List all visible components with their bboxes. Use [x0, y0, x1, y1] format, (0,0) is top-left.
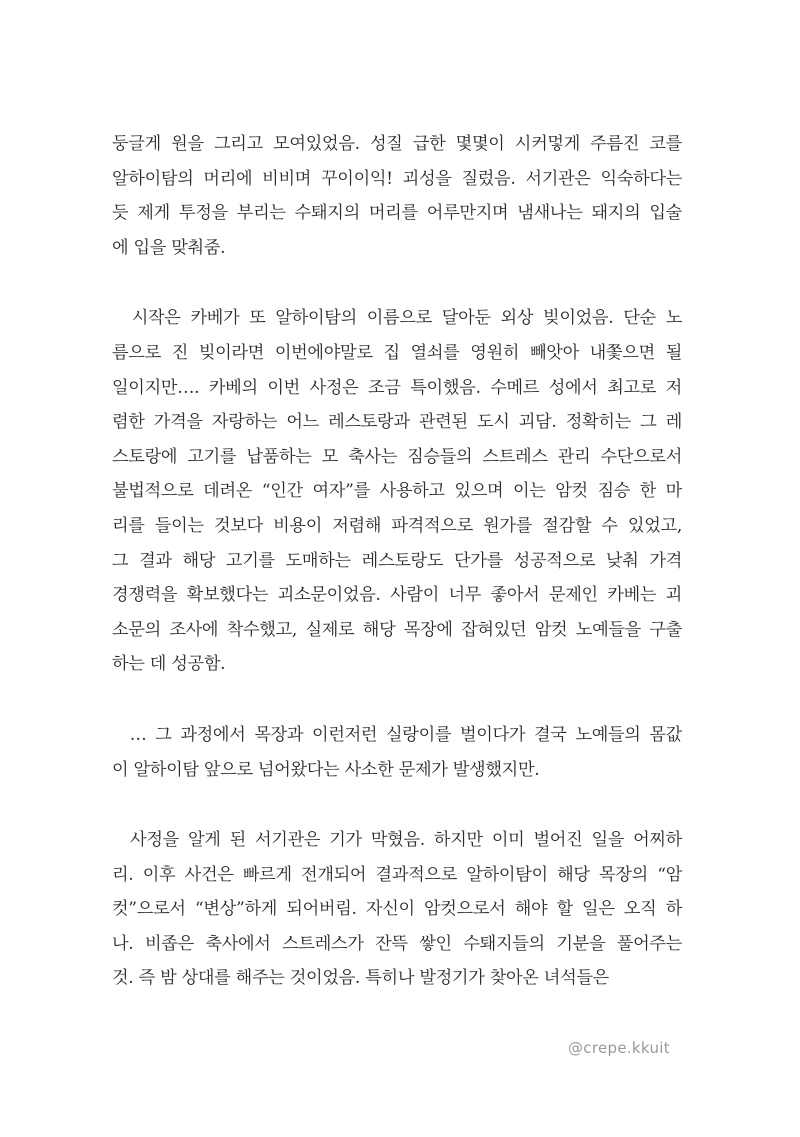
text-line: 컷”으로서 “변상”하게 되어버림. 자신이 암컷으로서 해야 할 일은 오직 하 — [112, 899, 682, 920]
text-line: 듯 제게 투정을 부리는 수퇘지의 머리를 어루만지며 냄새나는 돼지의 입술 — [112, 203, 682, 224]
paragraph-2 — [112, 301, 682, 682]
text-line: 스토랑에 고기를 납품하는 모 축사는 짐승들의 스트레스 관리 수단으로서 — [112, 446, 682, 467]
text-line: 것. 즉 밤 상대를 해주는 것이었음. 특히나 발정기가 찾아온 녀석들은 — [112, 968, 609, 989]
text-line: 둥글게 원을 그리고 모여있었음. 성질 급한 몇몇이 시커멓게 주름진 코를 — [112, 134, 682, 154]
text-line: 소문의 조사에 착수했고, 실제로 해당 목장에 잡혀있던 암컷 노예들을 구출 — [112, 619, 682, 640]
text-line: 알하이탐의 머리에 비비며 꾸이이익! 괴성을 질렀음. 서기관은 익숙하다는 — [112, 168, 682, 189]
paragraph-4 — [112, 823, 682, 996]
text-line: 불법적으로 데려온 “인간 여자”를 사용하고 있으며 이는 암컷 짐승 한 마 — [112, 481, 682, 502]
text-line: 리. 이후 사건은 빠르게 전개되어 결과적으로 알하이탐이 해당 목장의 “암 — [112, 864, 682, 885]
text-line: 에 입을 맞춰줌. — [112, 237, 226, 258]
text-line: … 그 과정에서 목장과 이런저런 실랑이를 벌이다가 결국 노예들의 몸값 — [112, 724, 682, 745]
text-line: 사정을 알게 된 서기관은 기가 막혔음. 하지만 이미 벌어진 일을 어찌하 — [112, 830, 682, 851]
text-line: 나. 비좁은 축사에서 스트레스가 잔뜩 쌓인 수퇘지들의 기분을 풀어주는 — [112, 933, 682, 954]
text-line: 리를 들이는 것보다 비용이 저렴해 파격적으로 원가를 절감할 수 있었고, — [112, 515, 682, 536]
text-line: 름으로 진 빚이라면 이번에야말로 집 열쇠를 영원히 빼앗아 내쫓으면 될 — [112, 342, 682, 363]
paragraph-1 — [112, 127, 682, 265]
author-watermark: @crepe.kkuit — [568, 1039, 670, 1057]
text-line: 렴한 가격을 자랑하는 어느 레스토랑과 관련된 도시 괴담. 정확히는 그 레 — [112, 412, 682, 433]
text-line: 이 알하이탐 앞으로 넘어왔다는 사소한 문제가 발생했지만. — [112, 759, 540, 780]
text-line: 그 결과 해당 고기를 도매하는 레스토랑도 단가를 성공적으로 낮춰 가격 — [112, 550, 682, 571]
text-line: 일이지만…. 카베의 이번 사정은 조금 특이했음. 수메르 성에서 최고로 저 — [112, 377, 682, 398]
text-line: 경쟁력을 확보했다는 괴소문이었음. 사람이 너무 좋아서 문제인 카베는 괴 — [112, 585, 682, 606]
document-body — [112, 127, 682, 1032]
paragraph-3 — [112, 718, 682, 787]
text-line: 시작은 카베가 또 알하이탐의 이름으로 달아둔 외상 빚이었음. 단순 노 — [112, 308, 682, 329]
text-line: 하는 데 성공함. — [112, 654, 226, 675]
